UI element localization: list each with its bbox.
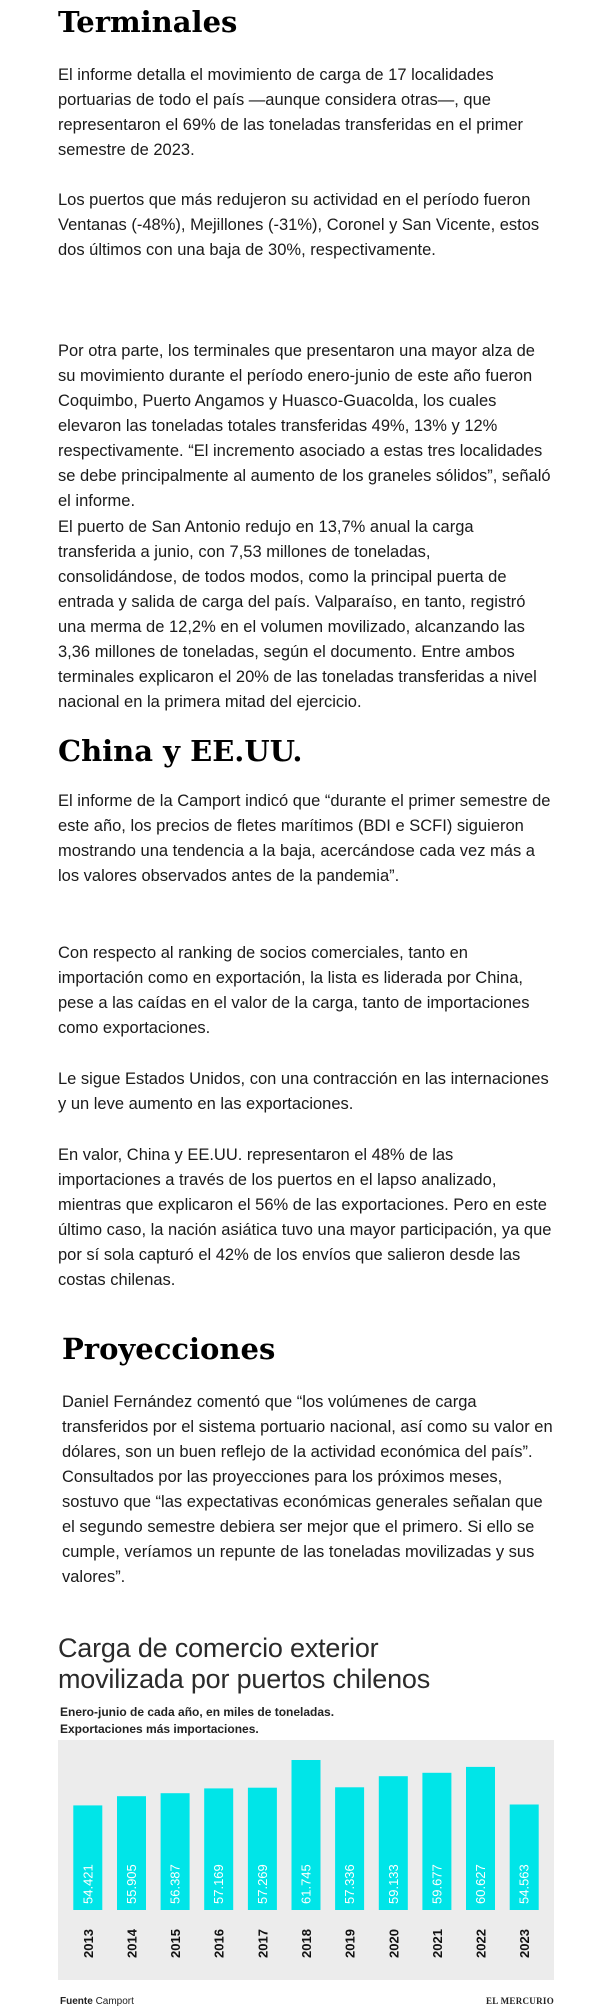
chart-title [58,1633,578,1695]
bar-chart [58,1740,554,1980]
bar-value-label: 55.905 [124,1864,139,1904]
section-heading-china-eeuu: China y EE.UU. [58,734,303,768]
bar-value-label: 54.563 [516,1864,532,1904]
paragraph: Con respecto al ranking de socios comerciales, tanto en importación como en exportación, la lista es liderada por China, pese a las caídas en el valor de la carga, tanto de importaciones como exportaciones. [58,944,530,1037]
paragraph: Daniel Fernández comentó que “los volúmenes de carga transferidos por el sistema portuario nacional, así como su valor en dólares, son un buen reflejo de la actividad económica del país”. Consultados por las proyecciones para los próximos meses, sostuvo que “las expectativas económicas generales señalan que el segundo semestre debiera ser mejor que el primero. Si ello se cumple, veríamos un repunte de las toneladas movilizadas y sus valores”. [62,1393,553,1586]
category-label: 2013 [80,1929,96,1958]
category-label: 2021 [429,1929,445,1958]
bar-value-label: 56.387 [167,1864,183,1904]
paragraph: El informe de la Camport indicó que “durante el primer semestre de este año, los precios de fletes marítimos (BDI e SCFI) siguieron mostrando una tendencia a la baja, acercándose cada vez más a los valores observados antes de la pandemia”. [58,792,551,885]
category-label: 2019 [342,1929,358,1958]
category-label: 2015 [168,1929,184,1958]
section-heading-terminales: Terminales [58,5,238,39]
bar-value-label: 54.421 [80,1864,96,1904]
paragraph: Los puertos que más redujeron su actividad en el período fueron Ventanas (-48%), Mejillones (-31%), Coronel y San Vicente, estos dos últimos con una baja de 30%, respectivamente. [58,191,540,259]
bar-value-label: 57.169 [211,1864,227,1904]
category-label: 2017 [255,1929,271,1958]
bar-value-label: 61.745 [298,1864,314,1904]
source-value: Camport [95,1996,134,2007]
paragraph: Le sigue Estados Unidos, con una contracción en las internaciones y un leve aumento en las exportaciones. [58,1070,549,1113]
category-label: 2014 [124,1929,140,1958]
paragraph: El puerto de San Antonio redujo en 13,7% anual la carga transferida a junio, con 7,53 millones de toneladas, consolidándose, de todos modos, como la principal puerta de entrada y salida de carga del país. Valparaíso, en tanto, registró una merma de 12,2% en el volumen movilizado, alcanzando las 3,36 millones de toneladas, según el documento. Entre ambos terminales explicaron el 20% de las toneladas transferidas a nivel nacional en la primera mitad del ejercicio. [58,518,537,711]
paragraph: En valor, China y EE.UU. representaron el 48% de las importaciones a través de los puertos en el lapso analizado, mientras que explicaron el 56% de las exportaciones. Pero en este último caso, la nación asiática tuvo una mayor participación, ya que por sí sola capturó el 42% de los envíos que salieron desde las costas chilenas. [58,1146,552,1289]
bar-value-label: 57.336 [342,1864,358,1904]
chart-subtitle-line: Enero-junio de cada año, en miles de toneladas. [60,1705,335,1719]
chart-title-line: movilizada por puertos chilenos [58,1664,430,1694]
category-label: 2022 [473,1929,489,1958]
chart-source [60,1996,134,2007]
chart-title-line: Carga de comercio exterior [58,1633,379,1663]
chart-subtitle [60,1704,580,1738]
paragraph: Por otra parte, los terminales que presentaron una mayor alza de su movimiento durante el período enero-junio de este año fueron Coquimbo, Puerto Angamos y Huasco-Guacolda, los cuales elevaron las toneladas totales transferidas 49%, 13% y 12% respectivamente. “El incremento asociado a estas tres localidades se debe principalmente al aumento de los graneles sólidos”, señaló el informe. [58,342,551,510]
category-label: 2018 [299,1929,314,1958]
category-label: 2016 [211,1929,227,1958]
paragraph: El informe detalla el movimiento de carga de 17 localidades portuarias de todo el país —aunque considera otras—, que representaron el 69% de las toneladas transferidas en el primer semestre de 2023. [58,66,524,159]
bar-value-label: 60.627 [473,1864,488,1904]
bar-value-label: 59.133 [385,1864,401,1904]
brand-logo: EL MERCURIO [485,1996,554,2006]
category-label: 2023 [517,1929,533,1958]
category-label: 2020 [386,1929,402,1958]
chart-subtitle-line: Exportaciones más importaciones. [60,1722,259,1736]
section-heading-proyecciones: Proyecciones [62,1332,276,1366]
bar-value-label: 59.677 [429,1864,445,1904]
bar-value-label: 57.269 [254,1864,270,1904]
source-label: Fuente [60,1996,93,2007]
